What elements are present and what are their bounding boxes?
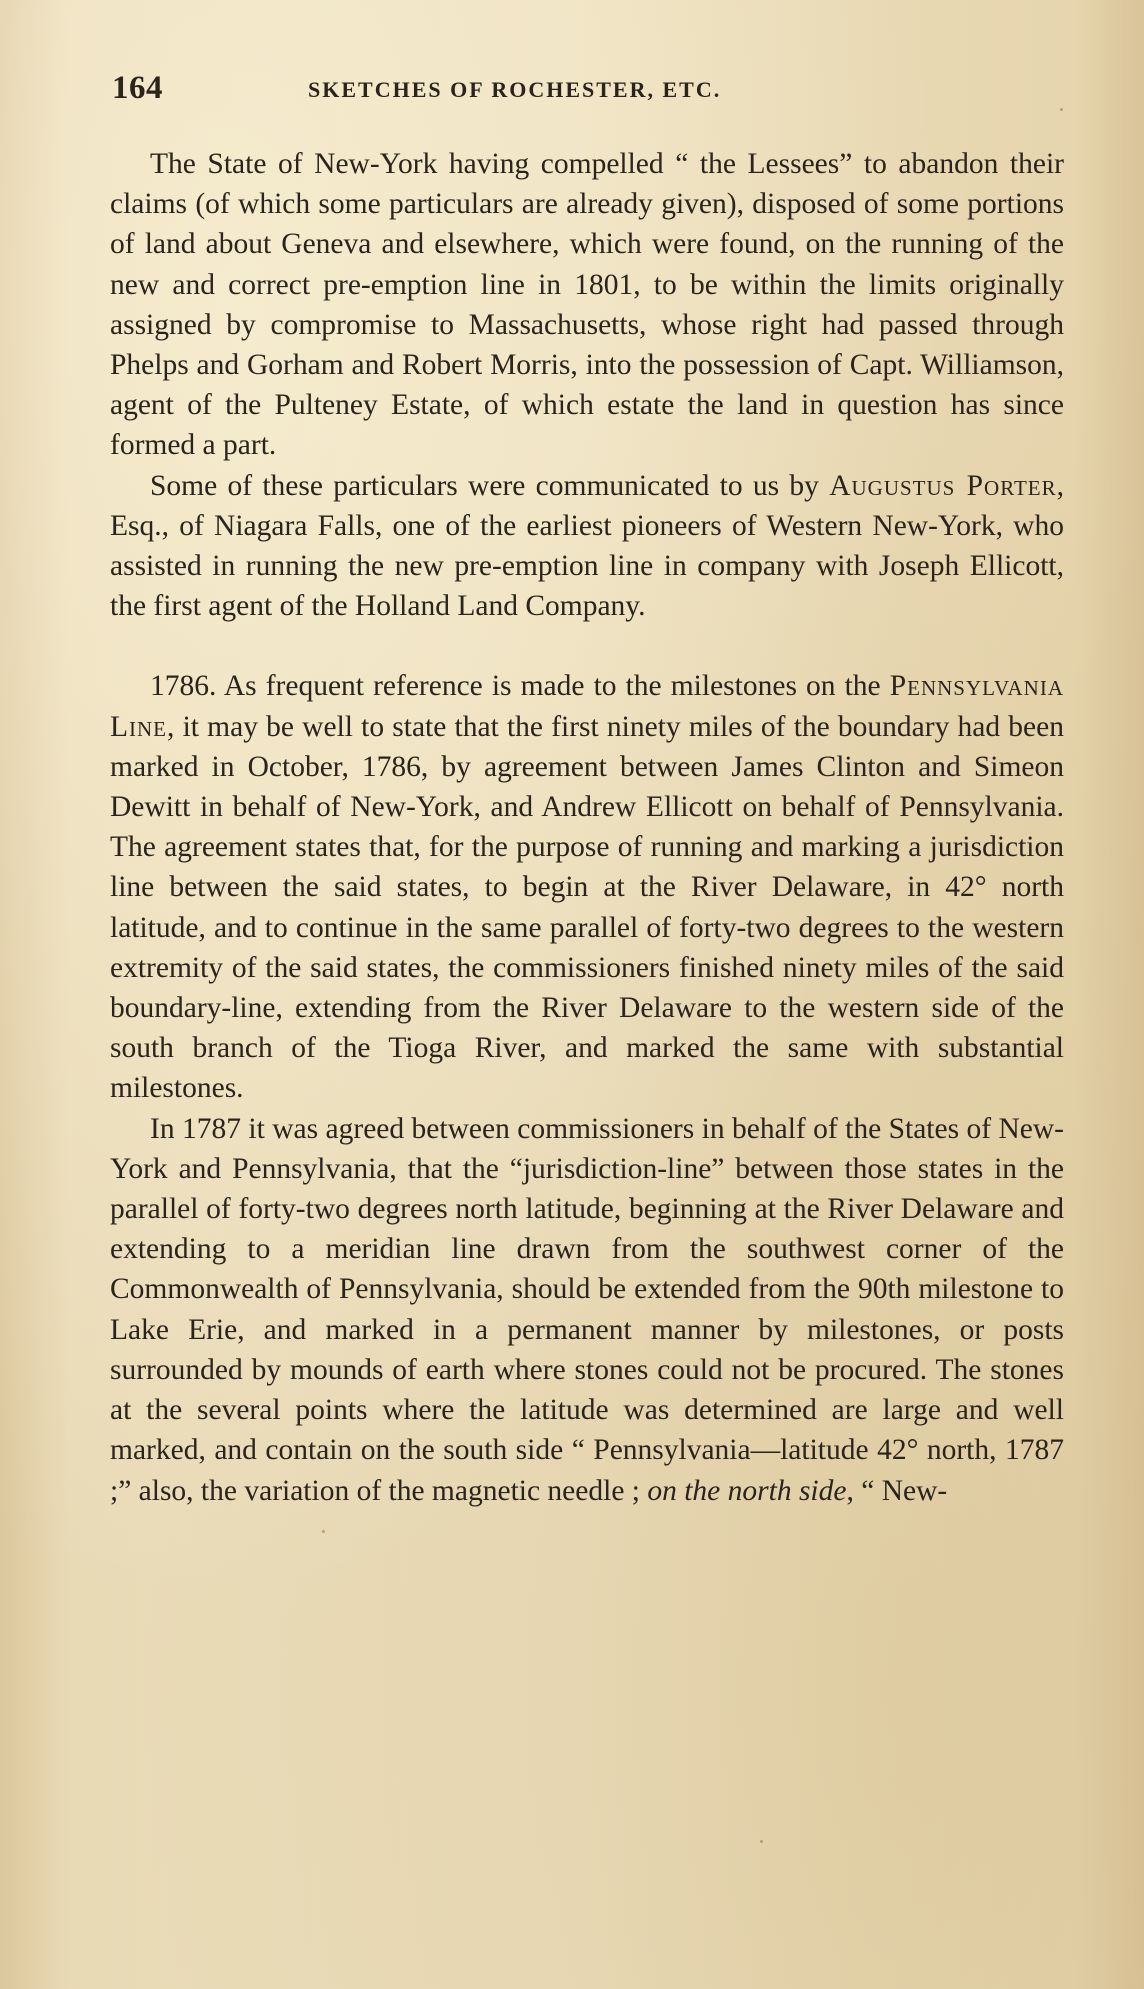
paper-fleck	[760, 1840, 763, 1843]
paragraph-4-text-before: In 1787 it was agreed between commissioners in behalf of the States of New-York and Pennsylvania, that the “jurisdiction-line” between those states in the parallel of forty-two degrees north latitude, beginning at the River Delaware and extending to a meridian line drawn from the southwest corner of the Commonwealth of Pennsylvania, should be extended from the 90th milestone to Lake Erie, and marked in a permanent manner by milestones, or posts surrounded by mounds of earth where stones could not be procured. The stones at the several points where the latitude was determined are large and well marked, and contain on the south side “ Pennsylvania—latitude 42° north, 1787 ;” also, the variation of the magnetic needle ;	[110, 1112, 1064, 1507]
paragraph-2-text-after: , Esq., of Niagara Falls, one of the earliest pioneers of Western New-York, who assisted in running the new pre-emption line in company with Joseph Ellicott, the first agent of the Holland Land Company.	[110, 469, 1064, 623]
paragraph-3-text-after: , it may be well to state that the first ninety miles of the boundary had been marked in October, 1786, by agreement between James Clinton and Simeon Dewitt in behalf of New-York, and Andrew Ellicott on behalf of Pennsylvania. The agreement states that, for the purpose of running and marking a jurisdiction line between the said states, to begin at the River Delaware, in 42° north latitude, and to continue in the same parallel of forty-two degrees to the western extremity of the said states, the commissioners finished ninety miles of the said boundary-line, extending from the River Delaware to the western side of the south branch of the Tioga River, and marked the same with substantial milestones.	[110, 710, 1064, 1105]
paragraph-2-text-before: Some of these particulars were communicated to us by	[150, 469, 830, 502]
paper-fleck	[1060, 108, 1063, 111]
page-body	[110, 144, 1064, 1511]
paragraph-4-italic-phrase: on the north side	[647, 1474, 847, 1507]
paragraph-3	[110, 666, 1064, 1108]
pennsylvania-line-term: Pennsylvania Line	[110, 670, 1064, 743]
running-head-title: SKETCHES OF ROCHESTER, ETC.	[308, 77, 722, 102]
running-head	[112, 70, 962, 114]
section-gap	[110, 626, 1064, 666]
page-number: 164	[112, 70, 163, 106]
paper-fleck	[322, 1530, 325, 1533]
paragraph-2	[110, 466, 1064, 627]
paragraph-4-text-after: , “ New-	[846, 1474, 948, 1507]
person-name-augustus-porter: Augustus Porter	[829, 469, 1057, 502]
paragraph-4	[110, 1109, 1064, 1511]
paragraph-1: The State of New-York having compelled “ the Lessees” to abandon their claims (of which some particulars are already given), disposed of some portions of land about Geneva and elsewhere, which were found, on the running of the new and correct pre-emption line in 1801, to be within the limits originally assigned by compromise to Massachusetts, whose right had passed through Phelps and Gorham and Robert Morris, into the possession of Capt. Williamson, agent of the Pulteney Estate, of which estate the land in question has since formed a part.	[110, 148, 1064, 462]
paragraph-3-text-before: 1786. As frequent reference is made to the milestones on the	[150, 670, 890, 703]
